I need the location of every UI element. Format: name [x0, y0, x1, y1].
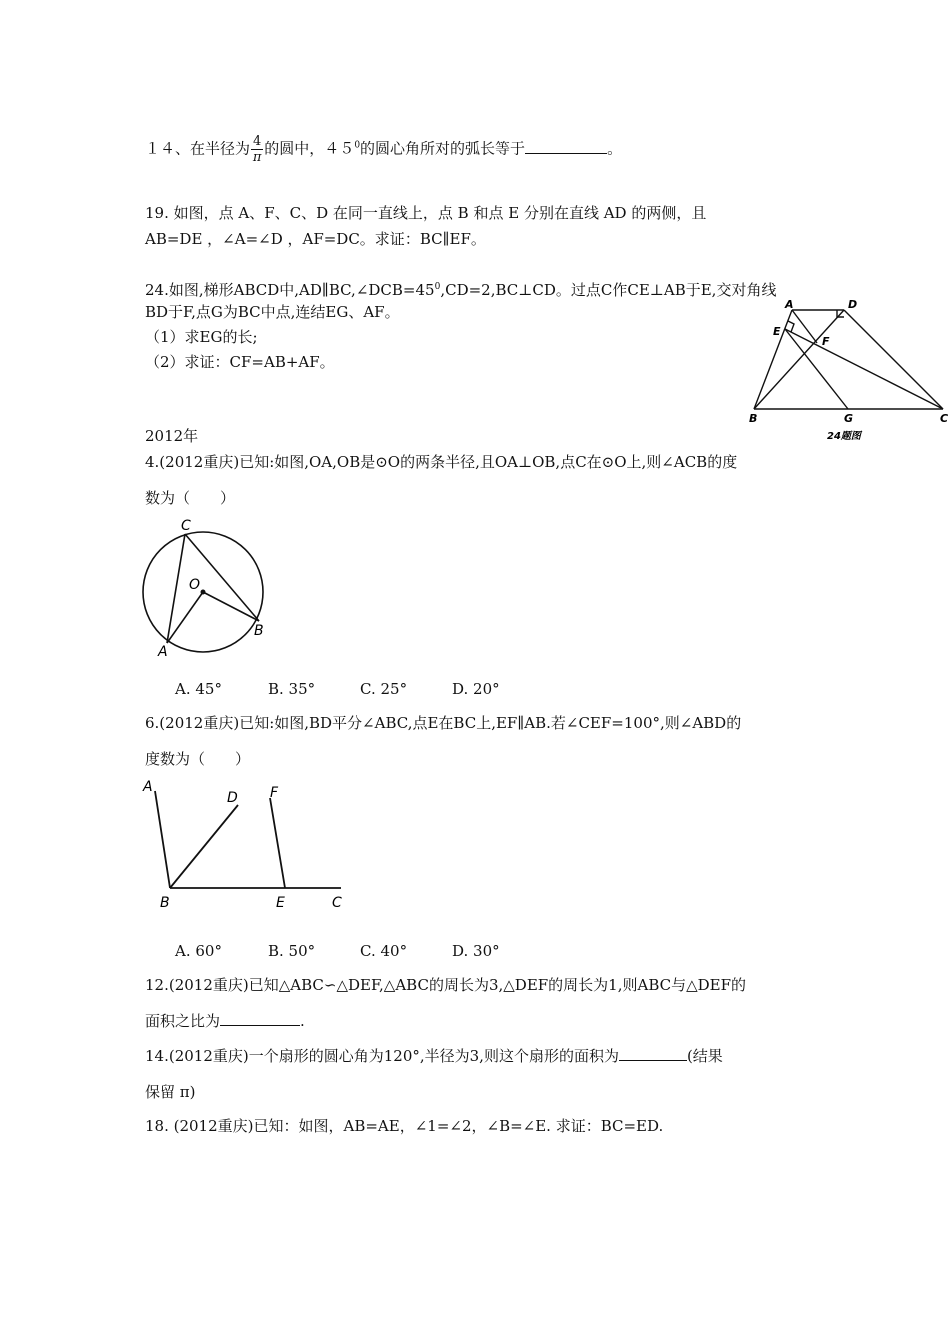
q4-option-b: B. 35°	[268, 680, 316, 698]
answer-blank	[525, 139, 607, 154]
q24-line1	[145, 277, 776, 300]
fraction-denominator: π	[252, 150, 262, 165]
label-D: D	[227, 790, 238, 806]
label-A: A	[143, 779, 153, 795]
label-C: C	[940, 412, 949, 425]
label-F: F	[822, 335, 830, 348]
year-heading: 2012年	[145, 427, 199, 445]
q24-line1-rest: ,CD=2,BC⊥CD。过点C作CE⊥AB于E,交对角线	[440, 281, 777, 299]
label-G: G	[844, 412, 854, 425]
label-E: E	[773, 325, 781, 338]
label-E: E	[276, 895, 285, 911]
label-O: O	[189, 577, 201, 593]
q14b-line1-text: 14.(2012重庆)一个扇形的圆心角为120°,半径为3,则这个扇形的面积为	[145, 1047, 619, 1065]
label-C: C	[181, 518, 191, 534]
label-B: B	[160, 895, 170, 911]
q18-line1: 18. (2012重庆)已知：如图，AB=AE，∠1=∠2，∠B=∠E. 求证：BC=ED.	[145, 1117, 664, 1135]
q24-line1-text: 24.如图,梯形ABCD中,AD∥BC,∠DCB=45	[145, 281, 435, 299]
center-point	[201, 590, 206, 595]
answer-blank	[220, 1011, 300, 1026]
q6-option-a: A. 60°	[175, 942, 222, 960]
answer-blank	[619, 1046, 687, 1061]
q6-line2: 度数为（ ）	[145, 750, 251, 768]
q14a-middle: 的圆中，４５	[264, 139, 355, 158]
circle-figure	[135, 512, 285, 662]
q6-option-b: B. 50°	[268, 942, 316, 960]
label-F: F	[270, 785, 279, 801]
q6-option-d: D. 30°	[452, 942, 500, 960]
q19-line1: 19. 如图，点 A、F、C、D 在同一直线上，点 B 和点 E 分别在直线 AD 的两侧，且	[145, 204, 707, 222]
label-D: D	[848, 298, 858, 311]
q4-option-d: D. 20°	[452, 680, 500, 698]
label-B: B	[254, 623, 264, 639]
fraction-4-over-pi	[251, 134, 263, 165]
q4-line1: 4.(2012重庆)已知:如图,OA,OB是⊙O的两条半径,且OA⊥OB,点C在⊙O上,则∠ACB的度	[145, 453, 738, 471]
q14a-suffix: 的圆心角所对的弧长等于	[360, 139, 526, 158]
label-A: A	[785, 298, 794, 311]
q14a-prefix: １４、在半径为	[145, 139, 251, 158]
q4-option-c: C. 25°	[360, 680, 408, 698]
q4-line2: 数为（ ）	[145, 489, 236, 507]
q24-part2: （2）求证：CF=AB+AF。	[145, 353, 335, 371]
q14a-end: 。	[607, 139, 623, 158]
q6-options	[175, 941, 500, 961]
q14b-line1	[145, 1046, 723, 1066]
q24-line2: BD于F,点G为BC中点,连结EG、AF。	[145, 303, 400, 321]
q12-line2-text: 面积之比为	[145, 1012, 221, 1030]
q14b-line1-end: (结果	[686, 1047, 723, 1065]
figure-caption: 24题图	[827, 431, 861, 442]
label-C: C	[332, 895, 342, 911]
degree-superscript: 0	[434, 282, 441, 292]
q12-line2-end: .	[300, 1012, 305, 1030]
q4-option-a: A. 45°	[175, 680, 222, 698]
label-A: A	[158, 644, 168, 660]
q12-line1: 12.(2012重庆)已知△ABC∽△DEF,△ABC的周长为3,△DEF的周长为1,则ABC与△DEF的	[145, 976, 747, 994]
q19-line2: AB=DE ，∠A=∠D ，AF=DC。求证：BC∥EF。	[145, 230, 486, 248]
fraction-numerator: 4	[253, 134, 262, 149]
q14a-text	[145, 134, 622, 165]
label-B: B	[749, 412, 758, 425]
q6-line1: 6.(2012重庆)已知:如图,BD平分∠ABC,点E在BC上,EF∥AB.若∠CEF=100°,则∠ABD的	[145, 714, 742, 732]
degree-superscript: 0	[354, 140, 361, 151]
trapezoid-figure	[745, 296, 950, 446]
q12-line2	[145, 1011, 305, 1031]
q14b-line2: 保留 π)	[145, 1083, 196, 1101]
q24-part1: （1）求EG的长;	[145, 328, 258, 346]
q6-option-c: C. 40°	[360, 942, 408, 960]
parallel-lines-figure	[135, 775, 365, 915]
q4-options	[175, 679, 500, 699]
